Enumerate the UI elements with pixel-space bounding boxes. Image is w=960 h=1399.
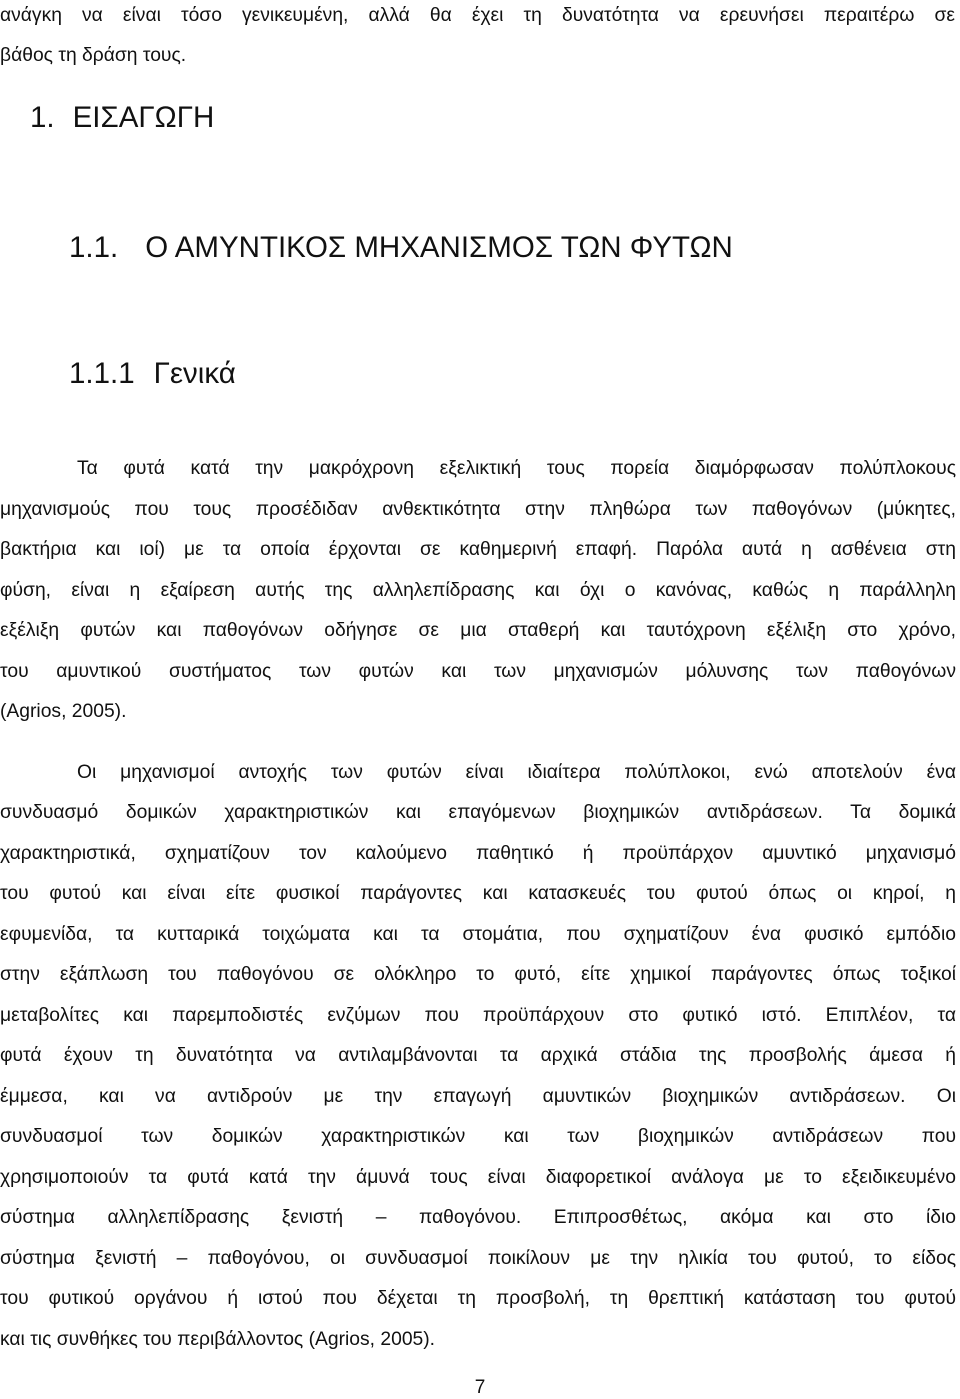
paragraph-2-line: έμμεσα, και να αντιδρούν με την επαγωγή αμυντικών βιοχημικών αντιδράσεων. Οι [0,1086,956,1107]
page-number: 7 [474,1377,486,1398]
paragraph-1-line: μηχανισμούς που τους προσέδιδαν ανθεκτικότητα στην πληθώρα των παθογόνων (μύκητες, [0,499,956,520]
paragraph-2-line: σύστημα ξενιστή – παθογόνου, οι συνδυασμοί ποικίλουν με την ηλικία του φυτού, το είδος [0,1248,956,1269]
intro-line-1: ανάγκη να είναι τόσο γενικευμένη, αλλά θα έχει τη δυνατότητα να ερευνήσει περαιτέρω σε [0,5,955,26]
paragraph-2-line: στην εξάπλωση του παθογόνου σε ολόκληρο το φυτό, είτε χημικοί παράγοντες όπως τοξικοί [0,964,956,985]
intro-line-2: βάθος τη δράση τους. [0,45,187,66]
paragraph-1-line: εξέλιξη φυτών και παθογόνων οδήγησε σε μια σταθερή και ταυτόχρονη εξέλιξη στο χρόνο, [0,620,956,641]
paragraph-2-line: φυτά έχουν τη δυνατότητα να αντιλαμβάνονται τα αρχικά στάδια της προσβολής άμεσα ή [0,1045,956,1066]
paragraph-2-line: και τις συνθήκες του περιβάλλοντος (Agrios, 2005). [0,1329,436,1350]
paragraph-2-line: του φυτικού οργάνου ή ιστού που δέχεται τη προσβολή, τη θρεπτική κατάσταση του φυτού [0,1288,956,1309]
section-heading-1-number: 1. [30,101,55,134]
section-heading-2 [69,230,733,266]
section-heading-2-number: 1.1. [69,231,119,264]
section-heading-2-title: Ο ΑΜΥΝΤΙΚΟΣ ΜΗΧΑΝΙΣΜΟΣ ΤΩΝ ΦΥΤΩΝ [145,231,733,264]
paragraph-2-line: του φυτού και είναι είτε φυσικοί παράγοντες και κατασκευές του φυτού όπως οι κηροί, η [0,883,956,904]
section-heading-3-title: Γενικά [153,357,236,390]
paragraph-2-line: Οι μηχανισμοί αντοχής των φυτών είναι ιδιαίτερα πολύπλοκοι, ενώ αποτελούν ένα [77,762,956,783]
paragraph-1-line: βακτήρια και ιοί) με τα οποία έρχονται σε καθημερινή επαφή. Παρόλα αυτά η ασθένεια στη [0,539,956,560]
section-heading-1-title: ΕΙΣΑΓΩΓΗ [72,101,215,134]
paragraph-2-line: σύστημα αλληλεπίδρασης ξενιστή – παθογόνου. Επιπροσθέτως, ακόμα και στο ίδιο [0,1207,956,1228]
paragraph-2-line: χρησιμοποιούν τα φυτά κατά την άμυνά τους είναι διαφορετικοί ανάλογα με το εξειδικευμένο [0,1167,956,1188]
paragraph-2-line: συνδυασμό δομικών χαρακτηριστικών και επαγόμενων βιοχημικών αντιδράσεων. Τα δομικά [0,802,956,823]
paragraph-1-line: (Agrios, 2005). [0,701,127,722]
section-heading-1 [30,100,214,136]
paragraph-2-line: εφυμενίδα, τα κυτταρικά τοιχώματα και τα στομάτια, που σχηματίζουν ένα φυσικό εμπόδιο [0,924,956,945]
section-heading-3 [69,356,236,392]
paragraph-1-line: Τα φυτά κατά την μακρόχρονη εξελικτική τους πορεία διαμόρφωσαν πολύπλοκους [77,458,956,479]
paragraph-2-line: συνδυασμοί των δομικών χαρακτηριστικών και των βιοχημικών αντιδράσεων που [0,1126,956,1147]
section-heading-3-number: 1.1.1 [69,357,135,390]
paragraph-1-line: του αμυντικού συστήματος των φυτών και των μηχανισμών μόλυνσης των παθογόνων [0,661,956,682]
paragraph-1-line: φύση, είναι η εξαίρεση αυτής της αλληλεπίδρασης και όχι ο κανόνας, καθώς η παράλληλη [0,580,956,601]
paragraph-2-line: μεταβολίτες και παρεμποδιστές ενζύμων που προϋπάρχουν στο φυτικό ιστό. Επιπλέον, τα [0,1005,956,1026]
paragraph-2-line: χαρακτηριστικά, σχηματίζουν τον καλούμενο παθητικό ή προϋπάρχον αμυντικό μηχανισμό [0,843,956,864]
